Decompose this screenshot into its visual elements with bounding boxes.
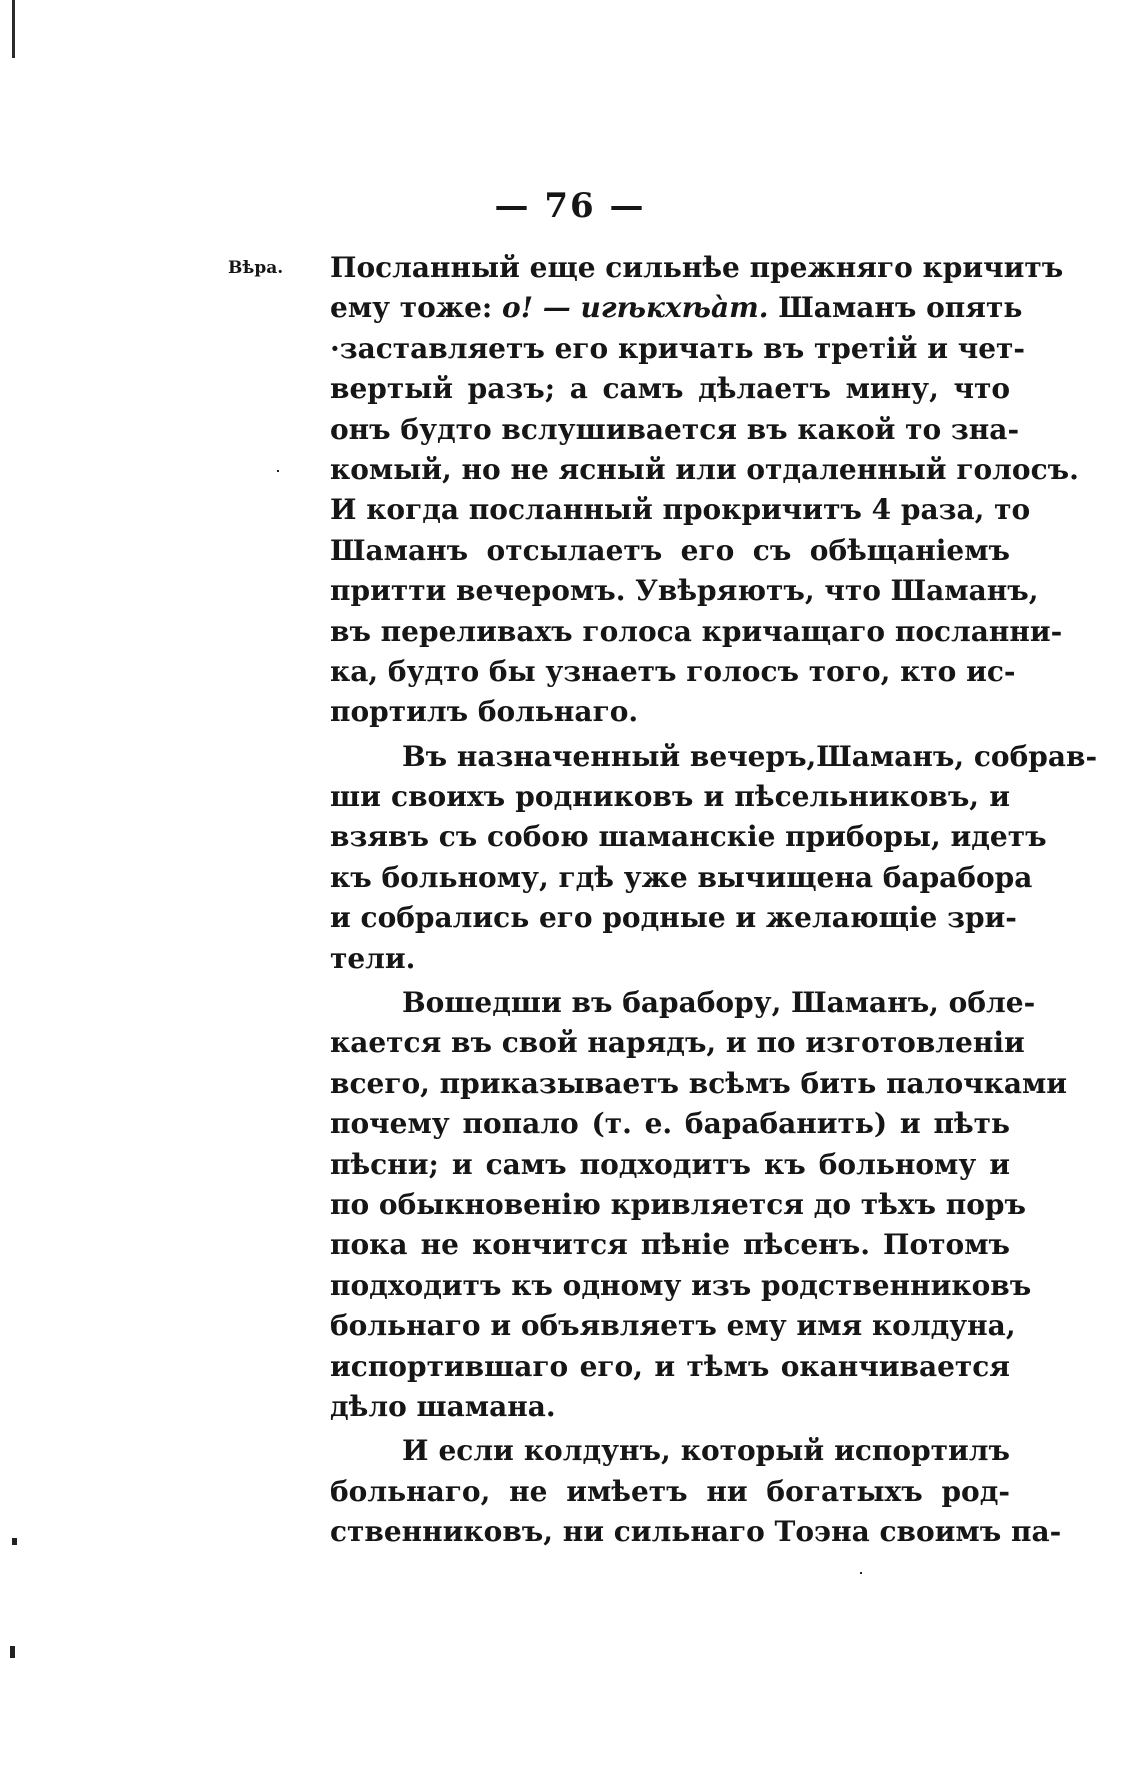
text-line: пѣсни; и самъ подходитъ къ больному и bbox=[330, 1147, 1010, 1181]
text-line: комый, но не ясный или отдаленный голосъ. bbox=[330, 452, 1079, 486]
text-column bbox=[330, 248, 1098, 1553]
paragraph-1 bbox=[330, 248, 1079, 733]
text-line: въ переливахъ голоса кричащаго посланни- bbox=[330, 614, 1063, 648]
text-line: ши своихъ родниковъ и пѣсельниковъ, и bbox=[330, 780, 1010, 814]
page-number: — 76 — bbox=[494, 186, 646, 226]
text-line: ственниковъ, ни сильнаго Тоэна своимъ па- bbox=[330, 1515, 1062, 1549]
text-line: притти вечеромъ. Увѣряютъ, что Шаманъ, bbox=[330, 574, 1039, 608]
text-line: пока не кончится пѣніе пѣсенъ. Потомъ bbox=[330, 1228, 1010, 1262]
text-line: Вошедши въ барабору, Шаманъ, обле- bbox=[402, 986, 1036, 1020]
paragraph-4 bbox=[330, 1431, 1062, 1552]
text-line: по обыкновенію кривляется до тѣхъ поръ bbox=[330, 1187, 1026, 1221]
text-line: Посланный еще сильнѣе прежняго кричитъ bbox=[330, 251, 1064, 284]
print-speck bbox=[10, 1646, 15, 1658]
text-line: ·заставляетъ его кричать въ третій и чет- bbox=[330, 331, 1025, 365]
text-line: И если колдунъ, который испортилъ bbox=[402, 1434, 1010, 1468]
text-line: къ больному, гдѣ уже вычищена барабора bbox=[330, 860, 1033, 894]
text-line: Шаманъ отсылаетъ его съ обѣщаніемъ bbox=[330, 533, 1010, 567]
margin-note: Вѣра. bbox=[228, 258, 284, 278]
print-speck bbox=[277, 470, 279, 472]
text-line: И когда посланный прокричитъ 4 раза, то bbox=[330, 493, 1031, 527]
text-line: больнаго и объявляетъ ему имя колдуна, bbox=[330, 1309, 1016, 1343]
text-line: онъ будто вслушивается въ какой то зна- bbox=[330, 412, 1020, 446]
paragraph-2 bbox=[330, 737, 1098, 979]
print-speck bbox=[860, 1572, 862, 1574]
text-line: ему тоже: о! — игѣкхѣàт. Шаманъ опять bbox=[330, 291, 1023, 325]
text-line: подходитъ къ одному изъ родственниковъ bbox=[330, 1268, 1032, 1302]
text-line: ка, будто бы узнаетъ голосъ того, кто ис- bbox=[330, 654, 1016, 688]
text-line: почему попало (т. е. барабанить) и пѣть bbox=[330, 1107, 1010, 1141]
text-line: и собрались его родные и желающіе зри- bbox=[330, 901, 1017, 935]
text-line: всего, приказываетъ всѣмъ бить палочками bbox=[330, 1066, 1068, 1100]
text-line: взявъ съ собою шаманскіе приборы, идетъ bbox=[330, 820, 1047, 854]
binding-edge-line bbox=[12, 0, 15, 58]
text-line: тели. bbox=[330, 941, 416, 975]
text-line: дѣло шамана. bbox=[330, 1389, 556, 1423]
text-line: испортившаго его, и тѣмъ оканчивается bbox=[330, 1349, 1010, 1383]
text-line: портилъ больнаго. bbox=[330, 695, 639, 729]
text-line: больнаго, не имѣетъ ни богатыхъ род- bbox=[330, 1474, 1010, 1508]
text-line: кается въ свой нарядъ, и по изготовленіи bbox=[330, 1026, 1025, 1060]
paragraph-3 bbox=[330, 983, 1068, 1427]
text-line: вертый разъ; а самъ дѣлаетъ мину, что bbox=[330, 372, 1010, 406]
print-speck bbox=[12, 1538, 17, 1545]
text-line: Въ назначенный вечеръ,Шаманъ, собрав- bbox=[402, 739, 1098, 773]
